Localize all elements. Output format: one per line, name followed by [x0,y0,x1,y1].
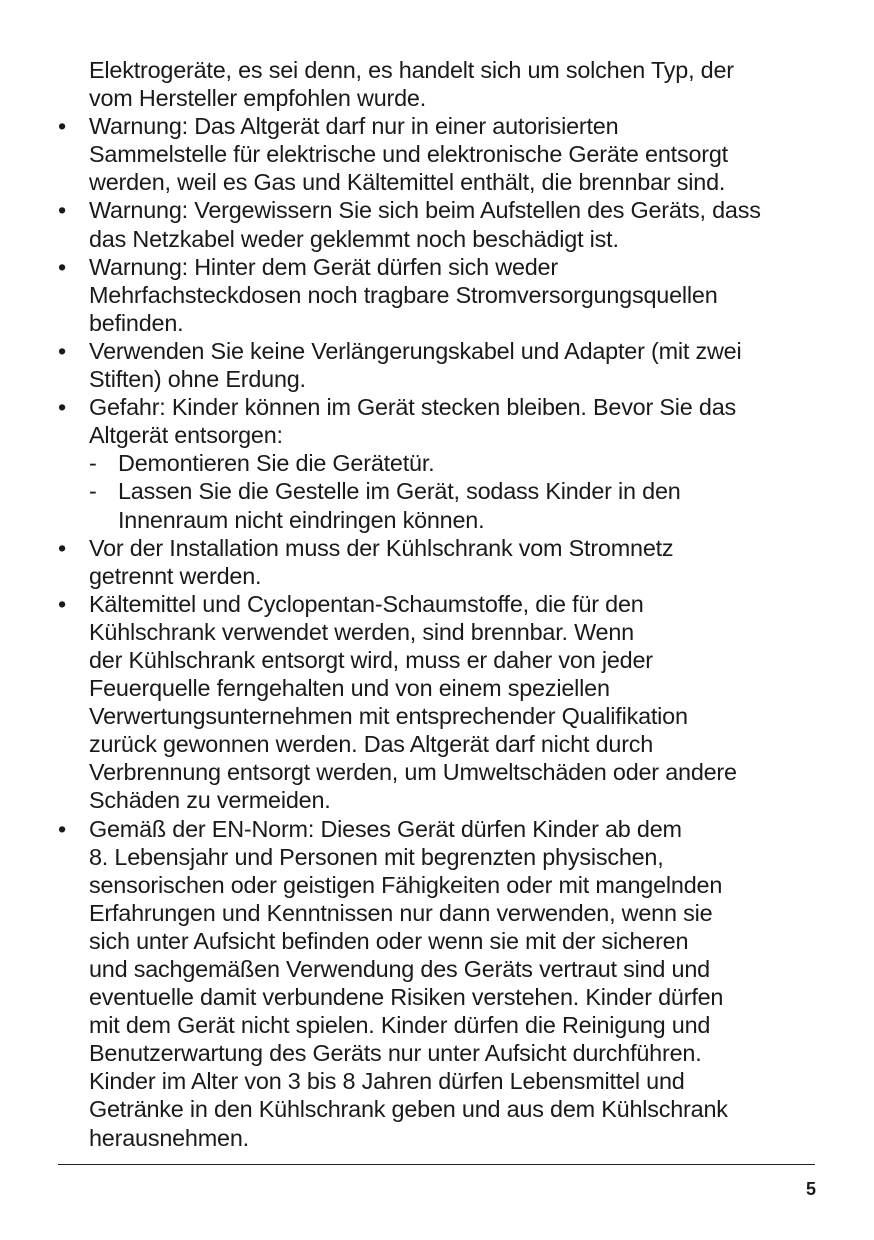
bullet-item-line [58,337,818,365]
text-line [58,84,818,112]
footer-divider [58,1164,815,1165]
text-line [58,786,818,814]
line-text: und sachgemäßen Verwendung des Geräts vertraut sind und [89,956,710,982]
line-text: eventuelle damit verbundene Risiken verstehen. Kinder dürfen [89,984,724,1011]
bullet-item-line [58,196,818,224]
text-line [58,955,818,983]
text-line [58,1095,818,1123]
text-line [58,871,818,899]
bullet-item-line [58,253,818,281]
line-text: Schäden zu vermeiden. [89,787,331,814]
line-text: Mehrfachsteckdosen noch tragbare Stromversorgungsquellen [89,281,718,308]
text-line [58,365,818,393]
text-line [58,309,818,337]
text-line [58,1124,818,1152]
text-line [58,168,818,196]
line-text: vom Hersteller empfohlen wurde. [89,85,427,112]
line-text: Verbrennung entsorgt werden, um Umweltschäden oder andere [89,759,737,786]
bullet-item-line [58,393,818,421]
line-text: Lassen Sie die Gestelle im Gerät, sodass Kinder in den [118,478,681,505]
line-text: Verwertungsunternehmen mit entsprechender Qualifikation [89,703,688,730]
line-text: Gefahr: Kinder können im Gerät stecken bleiben. Bevor Sie das [89,394,736,421]
line-text: herausnehmen. [89,1124,249,1151]
text-line [58,140,818,168]
bullet-icon: • [58,534,66,561]
dash-marker: - [89,450,97,477]
text-line [58,702,818,730]
line-text: 8. Lebensjahr und Personen mit begrenzten physischen, [89,843,664,870]
text-line [58,730,818,758]
line-text: Stiften) ohne Erdung. [89,366,306,393]
text-line [58,843,818,871]
line-text: Vor der Installation muss der Kühlschrank vom Stromnetz [89,534,674,561]
bullet-icon: • [58,113,66,140]
text-line [58,758,818,786]
document-body [58,56,818,1152]
text-line [58,1067,818,1095]
line-text: Feuerquelle ferngehalten und von einem speziellen [89,675,610,702]
line-text: Demontieren Sie die Gerätetür. [118,450,435,477]
line-text: Innenraum nicht eindringen können. [118,506,485,533]
text-line [58,225,818,253]
bullet-item-line [58,112,818,140]
line-text: Warnung: Hinter dem Gerät dürfen sich weder [89,253,558,280]
bullet-item-line [58,534,818,562]
line-text: Verwenden Sie keine Verlängerungskabel und Adapter (mit zwei [89,337,742,364]
text-line [58,281,818,309]
line-text: Warnung: Vergewissern Sie sich beim Aufstellen des Geräts, dass [89,197,761,224]
page-number: 5 [805,1179,816,1199]
dash-marker: - [89,478,97,505]
sub-item-line [58,477,818,505]
line-text: Getränke in den Kühlschrank geben und aus dem Kühlschrank [89,1096,728,1123]
line-text: sensorischen oder geistigen Fähigkeiten oder mit mangelnden [89,871,723,898]
line-text: Warnung: Das Altgerät darf nur in einer autorisierten [89,113,619,140]
line-text: Gemäß der EN-Norm: Dieses Gerät dürfen Kinder ab dem [89,815,682,842]
line-text: das Netzkabel weder geklemmt noch beschädigt ist. [89,225,619,252]
line-text: Elektrogeräte, es sei denn, es handelt sich um solchen Typ, der [89,57,734,83]
text-line [58,646,818,674]
bullet-icon: • [58,253,66,280]
text-line [58,1039,818,1067]
text-line [58,983,818,1011]
bullet-item-line [58,815,818,843]
text-line [58,56,818,84]
bullet-item-line [58,590,818,618]
bullet-icon: • [58,197,66,224]
line-text: Benutzerwartung des Geräts nur unter Aufsicht durchführen. [89,1040,702,1067]
line-text: werden, weil es Gas und Kältemittel enthält, die brennbar sind. [89,169,726,196]
bullet-icon: • [58,590,66,617]
text-line [58,562,818,590]
line-text: mit dem Gerät nicht spielen. Kinder dürfen die Reinigung und [89,1012,711,1039]
line-text: getrennt werden. [89,562,262,589]
text-line [58,506,818,534]
line-text: der Kühlschrank entsorgt wird, muss er daher von jeder [89,646,653,673]
text-line [58,1011,818,1039]
bullet-icon: • [58,337,66,364]
line-text: Kinder im Alter von 3 bis 8 Jahren dürfen Lebensmittel und [89,1068,685,1095]
sub-item-line [58,449,818,477]
line-text: Kältemittel und Cyclopentan-Schaumstoffe, die für den [89,590,644,617]
bullet-icon: • [58,815,66,842]
line-text: befinden. [89,309,184,336]
text-line [58,674,818,702]
line-text: Kühlschrank verwendet werden, sind brennbar. Wenn [89,618,634,645]
text-line [58,927,818,955]
text-line [58,899,818,927]
line-text: zurück gewonnen werden. Das Altgerät darf nicht durch [89,731,654,758]
line-text: Erfahrungen und Kenntnissen nur dann verwenden, wenn sie [89,899,713,926]
line-text: sich unter Aufsicht befinden oder wenn sie mit der sicheren [89,927,689,954]
line-text: Altgerät entsorgen: [89,422,283,449]
text-line [58,421,818,449]
text-line [58,618,818,646]
line-text: Sammelstelle für elektrische und elektronische Geräte entsorgt [89,141,728,168]
bullet-icon: • [58,394,66,421]
